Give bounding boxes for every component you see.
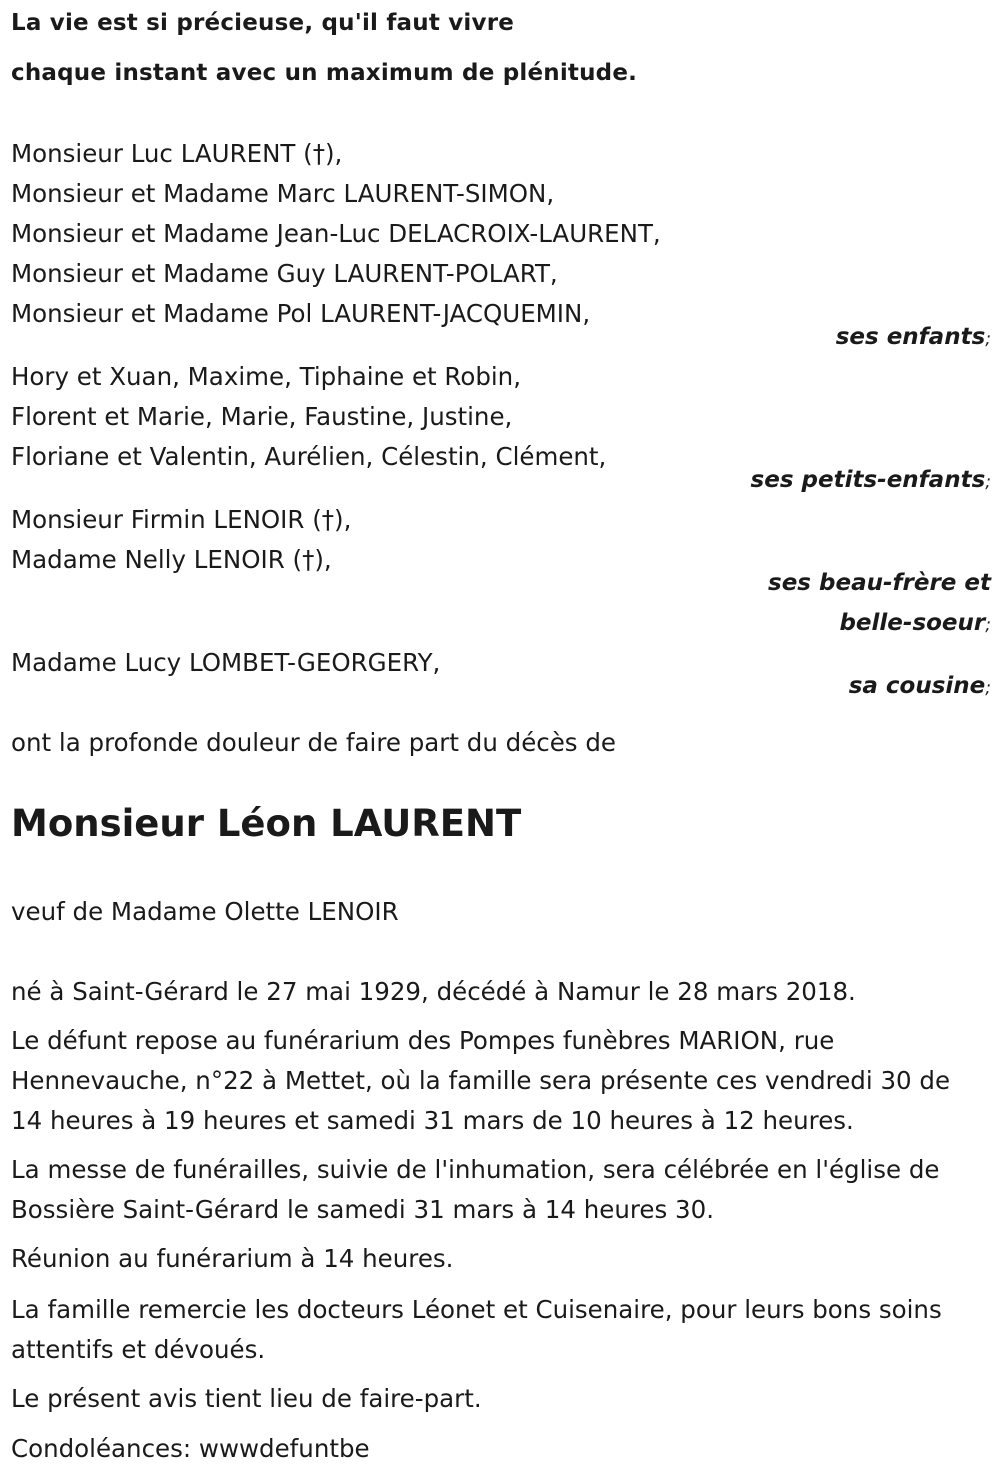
child-name: Monsieur et Madame Jean-Luc DELACROIX-LAURENT, (11, 219, 661, 248)
child-name: Monsieur et Madame Guy LAURENT-POLART, (11, 259, 558, 288)
quote-line-1: La vie est si précieuse, qu'il faut vivre (11, 10, 515, 36)
role-separator: ; (985, 472, 991, 492)
deceased-name: Monsieur Léon LAURENT (11, 802, 522, 845)
quote-line-2: chaque instant avec un maximum de plénitude. (11, 60, 638, 86)
role-separator: ; (985, 678, 991, 698)
child-name: Monsieur et Madame Marc LAURENT-SIMON, (11, 179, 555, 208)
child-name: Monsieur et Madame Pol LAURENT-JACQUEMIN, (11, 299, 591, 328)
role-grandchildren (751, 467, 991, 493)
role-in-laws-line-2 (839, 610, 991, 636)
birth-death-info: né à Saint-Gérard le 27 mai 1929, décédé à Namur le 28 mars 2018. (11, 977, 856, 1006)
grandchildren-line: Floriane et Valentin, Aurélien, Célestin, Clément, (11, 442, 607, 471)
role-in-laws-line-1: ses beau-frère et (768, 570, 991, 596)
child-name: Monsieur Luc LAURENT (†), (11, 139, 343, 168)
role-cousin-label: sa cousine (848, 673, 986, 699)
in-law-name: Madame Nelly LENOIR (†), (11, 545, 332, 574)
funeral-mass-info: La messe de funérailles, suivie de l'inhumation, sera célébrée en l'église de Bossière Saint-Gérard le samedi 31 mars à 14 heures 30. (11, 1155, 940, 1224)
role-children-label: ses enfants (835, 324, 986, 350)
cousin-name: Madame Lucy LOMBET-GEORGERY, (11, 648, 441, 677)
grandchildren-line: Florent et Marie, Marie, Faustine, Justine, (11, 402, 513, 431)
role-separator: ; (985, 329, 991, 349)
notice-statement: Le présent avis tient lieu de faire-part. (11, 1384, 482, 1413)
announcement-text: ont la profonde douleur de faire part du décès de (11, 728, 616, 757)
role-children (836, 324, 991, 350)
grandchildren-line: Hory et Xuan, Maxime, Tiphaine et Robin, (11, 362, 522, 391)
role-in-laws-label: belle-soeur (839, 610, 986, 636)
role-grandchildren-label: ses petits-enfants (750, 467, 986, 493)
visitation-info: Le défunt repose au funérarium des Pompes funèbres MARION, rue Hennevauche, n°22 à Mettet, où la famille sera présente ces vendredi 30 de 14 heures à 19 heures et samedi 31 mars de 10 heures à 12 heures. (11, 1026, 951, 1135)
reunion-info: Réunion au funérarium à 14 heures. (11, 1244, 454, 1273)
in-law-name: Monsieur Firmin LENOIR (†), (11, 505, 352, 534)
thanks-text: La famille remercie les docteurs Léonet et Cuisenaire, pour leurs bons soins attentifs et dévoués. (11, 1295, 942, 1364)
condolences-link[interactable]: Condoléances: wwwdefuntbe (11, 1434, 370, 1463)
role-separator: ; (985, 615, 991, 635)
widower-of: veuf de Madame Olette LENOIR (11, 897, 399, 926)
role-cousin (849, 673, 991, 699)
